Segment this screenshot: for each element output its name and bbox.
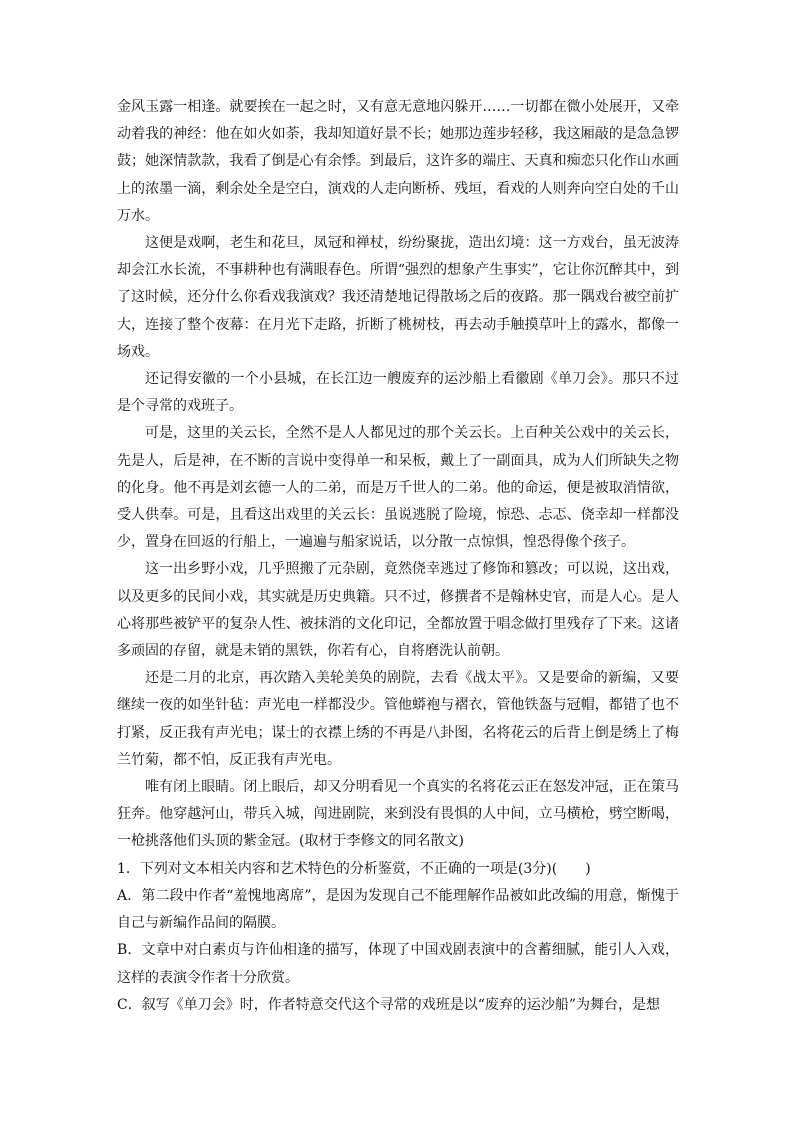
question-option-a: A．第二段中作者“羞愧地离席”，是因为发现自己不能理解作品被如此改编的用意，惭愧于自己与新编作品间的隔膜。 (117, 887, 679, 932)
question-option-c: C．叙写《单刀会》时，作者特意交代这个寻常的戏班是以“废弃的运沙船”为舞台，是想 (117, 996, 661, 1013)
passage-paragraph-3: 还记得安徽的一个小县城，在长江边一艘废弃的运沙船上看徽剧《单刀会》。那只不过是个寻常的戏班子。 (117, 371, 679, 415)
passage-paragraph-2: 这便是戏啊，老生和花旦，凤冠和禅杖，纷纷聚拢，造出幻境：这一方戏台，虽无波涛却会江水长流，不事耕种也有满眼春色。所谓“强烈的想象产生事实”，它让你沉醉其中，到了这时候，还分什么你看戏我演戏？我还清楚地记得散场之后的夜路。那一隅戏台被空前扩大，连接了整个夜幕：在月光下走路，折断了桃树枝，再去动手触摸草叶上的露水，都像一场戏。 (117, 235, 679, 360)
question-stem: 1．下列对文本相关内容和艺术特色的分析鉴赏，不正确的一项是(3分)( ) (117, 860, 591, 877)
passage-paragraph-1: 金风玉露一相逢。就要挨在一起之时，又有意无意地闪躲开……一切都在微小处展开，又牵动着我的神经：他在如火如荼，我却知道好景不长；她那边莲步轻移，我这厢敲的是急急锣鼓；她深情款款，我看了倒是心有余悸。到最后，这许多的端庄、天真和痴恋只化作山水画上的浓墨一滴，剩余处全是空白，演戏的人走向断桥、残垣，看戏的人则奔向空白处的千山万水。 (117, 99, 679, 224)
question-option-b: B．文章中对白素贞与许仙相逢的描写，体现了中国戏剧表演中的含蓄细腻，能引人入戏，这样的表演令作者十分欣赏。 (117, 942, 679, 986)
passage-paragraph-7: 唯有闭上眼睛。闭上眼后，却又分明看见一个真实的名将花云正在怒发冲冠，正在策马狂奔。他穿越河山，带兵入城，闯进剧院，来到没有畏惧的人中间，立马横枪，劈空断喝，一枪挑落他们头顶的紫金冠。(取材于李修文的同名散文) (117, 779, 679, 850)
passage-paragraph-4: 可是，这里的关云长，全然不是人人都见过的那个关云长。上百种关公戏中的关云长，先是人，后是神，在不断的言说中变得单一和呆板，戴上了一副面具，成为人们所缺失之物的化身。他不再是刘玄德一人的二弟，而是万千世人的二弟。他的命运，便是被取消情欲，受人供奉。可是，且看这出戏里的关云长：虽说逃脱了险境，惊恐、忐忑、侥幸却一样都没少，置身在回返的行船上，一遍遍与船家说话，以分散一点惊惧，惶恐得像个孩子。 (117, 425, 679, 551)
document-page (117, 94, 679, 1019)
passage-paragraph-6: 还是二月的北京，再次踏入美轮美奂的剧院，去看《战太平》。又是要命的新编，又要继续一夜的如坐针毡：声光电一样都没少。管他蟒袍与褶衣，管他铁盔与冠帽，都错了也不打紧，反正我有声光电；谋士的衣襟上绣的不再是八卦图，名将花云的后背上倒是绣上了梅兰竹菊，都不怕，反正我有声光电。 (117, 670, 679, 768)
passage-paragraph-5: 这一出乡野小戏，几乎照搬了元杂剧，竟然侥幸逃过了修饰和篡改；可以说，这出戏，以及更多的民间小戏，其实就是历史典籍。只不过，修撰者不是翰林史官，而是人心。是人心将那些被铲平的复杂人性、被抹消的文化印记，全都放置于唱念做打里残存了下来。这诸多顽固的存留，就是未销的黑铁，你若有心，自将磨洗认前朝。 (117, 561, 679, 660)
